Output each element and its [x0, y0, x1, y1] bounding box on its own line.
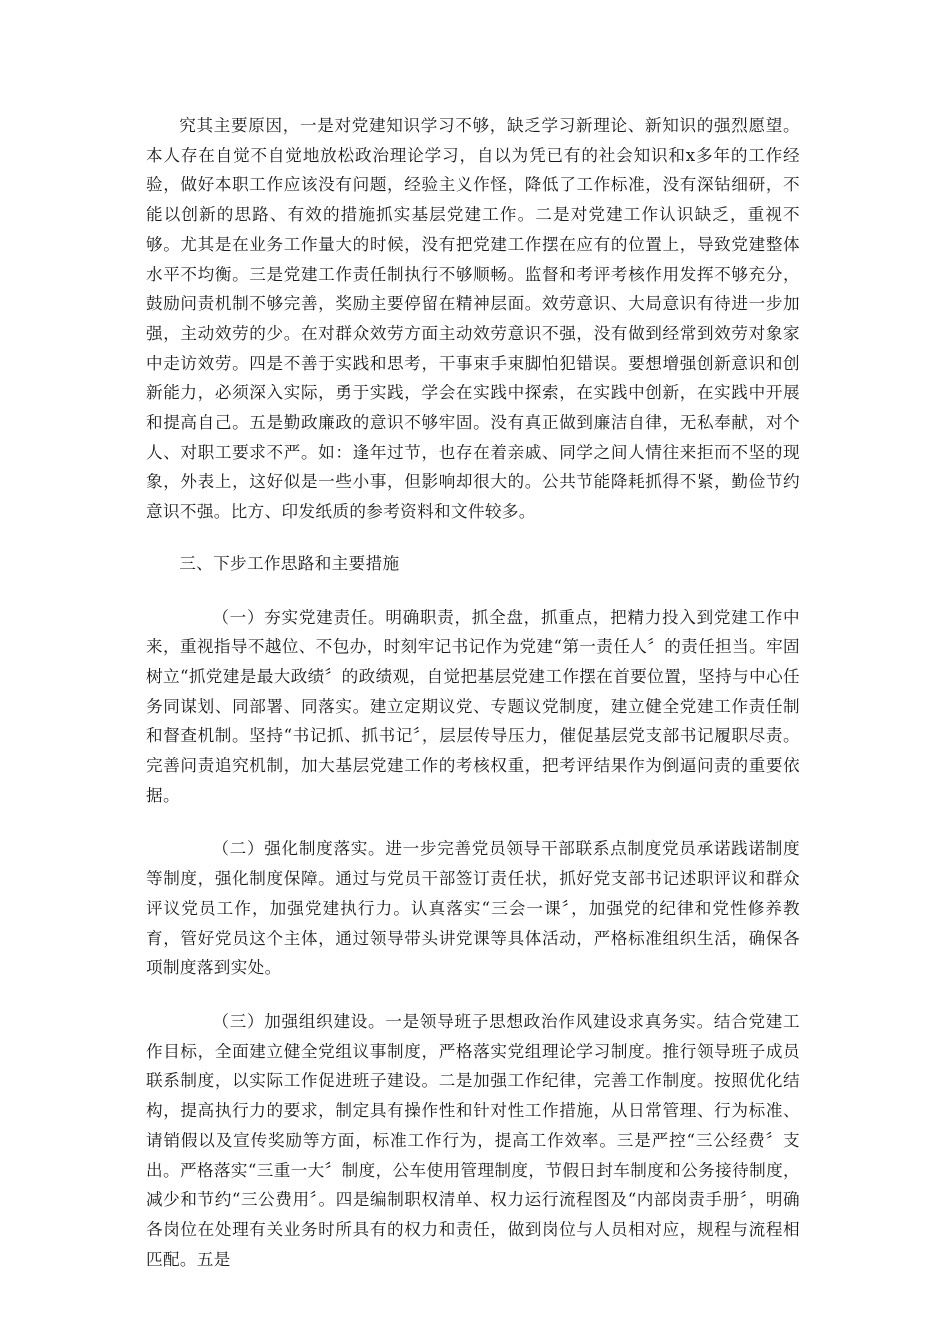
section-heading: 三、下步工作思路和主要措施 — [179, 553, 400, 573]
measure-paragraph-1: （一）夯实党建责任。明确职责，抓全盘，抓重点，把精力投入到党建工作中来，重视指导不越位、不包办，时刻牢记书记作为党建“第一责任人〞的责任担当。牢固树立“抓党建是最大政绩〞的政绩观，自觉把基层党建工作摆在首要位置，坚持与中心任务同谋划、同部署、同落实。建立定期议党、专题议党制度，建立健全党建工作责任制和督查机制。坚持“书记抓、抓书记〞，层层传导压力，催促基层党支部书记履职尽责。完善问责追究机制，加大基层党建工作的考核权重，把考评结果作为倒逼问责的重要依据。 — [146, 607, 800, 805]
document-page — [146, 111, 800, 1274]
measure-paragraph-2: （二）强化制度落实。进一步完善党员领导干部联系点制度党员承诺践诺制度等制度，强化制度保障。通过与党员干部签订责任状，抓好党支部书记述职评议和群众评议党员工作，加强党建执行力。认真落实“三会一课〞，加强党的纪律和党性修养教育，管好党员这个主体，通过领导带头讲党课等具体活动，严格标准组织生活，确保各项制度落到实处。 — [146, 839, 800, 978]
measure-paragraph-3: （三）加强组织建设。一是领导班子思想政治作风建设求真务实。结合党建工作目标，全面建立健全党组议事制度，严格落实党组理论学习制度。推行领导班子成员联系制度，以实际工作促进班子建设。二是加强工作纪律，完善工作制度。按照优化结构，提高执行力的要求，制定具有操作性和针对性工作措施，从日常管理、行为标准、请销假以及宣传奖励等方面，标准工作行为，提高工作效率。三是严控“三公经费〞支出。严格落实“三重一大〞制度，公车使用管理制度，节假日封车制度和公务接待制度，减少和节约“三公费用〞。四是编制职权清单、权力运行流程图及“内部岗责手册〞，明确各岗位在处理有关业务时所具有的权力和责任，做到岗位与人员相对应，规程与流程相匹配。五是 — [146, 1011, 800, 1269]
cause-paragraph: 究其主要原因，一是对党建知识学习不够，缺乏学习新理论、新知识的强烈愿望。本人存在自觉不自觉地放松政治理论学习，自以为凭已有的社会知识和x多年的工作经验，做好本职工作应该没有问题，经验主义作怪，降低了工作标准，没有深钻细研，不能以创新的思路、有效的措施抓实基层党建工作。二是对党建工作认识缺乏，重视不够。尤其是在业务工作量大的时候，没有把党建工作摆在应有的位置上，导致党建整体水平不均衡。三是党建工作责任制执行不够顺畅。监督和考评考核作用发挥不够充分，鼓励问责机制不够完善，奖励主要停留在精神层面。效劳意识、大局意识有待进一步加强，主动效劳的少。在对群众效劳方面主动效劳意识不强，没有做到经常到效劳对象家中走访效劳。四是不善于实践和思考，干事束手束脚怕犯错误。要想增强创新意识和创新能力，必须深入实际，勇于实践，学会在实践中探索，在实践中创新，在实践中开展和提高自己。五是勤政廉政的意识不够牢固。没有真正做到廉洁自律，无私奉献，对个人、对职工要求不严。如：逢年过节，也存在着亲戚、同学之间人情往来拒而不坚的现象，外表上，这好似是一些小事，但影响却很大的。公共节能降耗抓得不紧，勤俭节约意识不强。比方、印发纸质的参考资料和文件较多。 — [146, 116, 800, 522]
